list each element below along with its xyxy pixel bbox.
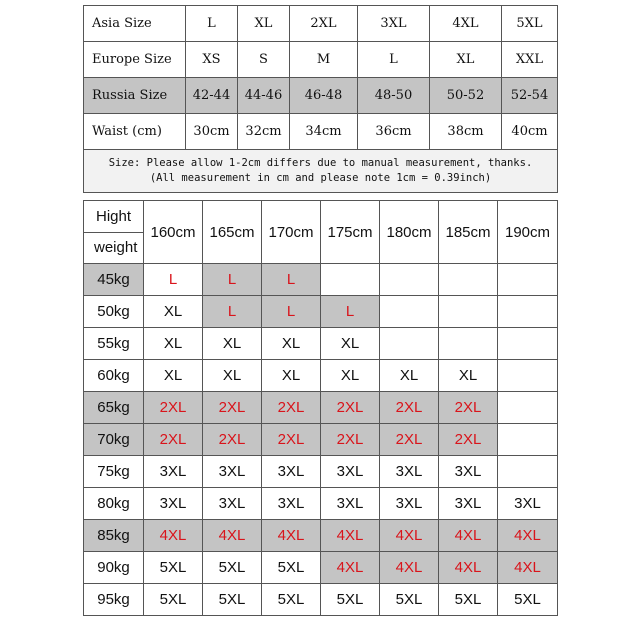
height-header: 170cm [262, 201, 321, 264]
size-recommendation-cell: 3XL [203, 488, 262, 520]
size-cell: 3XL [358, 6, 430, 42]
size-recommendation-cell: 2XL [262, 424, 321, 456]
size-row [84, 114, 558, 150]
weight-label: 70kg [84, 424, 144, 456]
size-recommendation-cell [439, 264, 498, 296]
height-header-row [84, 201, 558, 264]
size-recommendation-cell: 2XL [203, 392, 262, 424]
weight-row [84, 392, 558, 424]
weight-axis-label: weight [94, 239, 138, 256]
size-recommendation-cell: 3XL [498, 488, 558, 520]
size-recommendation-cell [498, 424, 558, 456]
size-recommendation-cell: 3XL [262, 456, 321, 488]
weight-label: 50kg [84, 296, 144, 328]
weight-label: 55kg [84, 328, 144, 360]
size-recommendation-cell [498, 392, 558, 424]
weight-row [84, 584, 558, 616]
size-recommendation-cell: 4XL [439, 552, 498, 584]
weight-row [84, 264, 558, 296]
size-recommendation-cell: 3XL [380, 456, 439, 488]
corner-cell [84, 201, 144, 264]
size-cell: L [186, 6, 238, 42]
weight-label: 75kg [84, 456, 144, 488]
size-recommendation-cell: L [203, 296, 262, 328]
size-row-label: Waist (cm) [84, 114, 186, 150]
size-recommendation-cell: 2XL [144, 392, 203, 424]
size-cell: 48-50 [358, 78, 430, 114]
size-cell: 44-46 [238, 78, 290, 114]
size-recommendation-cell: 4XL [498, 520, 558, 552]
size-recommendation-cell: 3XL [321, 488, 380, 520]
size-cell: 30cm [186, 114, 238, 150]
size-recommendation-cell: L [321, 296, 380, 328]
size-recommendation-cell: 4XL [262, 520, 321, 552]
size-recommendation-cell: XL [321, 360, 380, 392]
size-cell: 52-54 [502, 78, 558, 114]
note-line: (All measurement in cm and please note 1cm = 0.39inch) [149, 172, 492, 184]
size-recommendation-cell: XL [262, 360, 321, 392]
size-row-label: Europe Size [84, 42, 186, 78]
size-recommendation-cell: 5XL [439, 584, 498, 616]
height-header: 175cm [321, 201, 380, 264]
size-cell: 32cm [238, 114, 290, 150]
size-cell: 50-52 [430, 78, 502, 114]
size-recommendation-cell: 3XL [439, 456, 498, 488]
height-header: 190cm [498, 201, 558, 264]
size-recommendation-cell: XL [144, 328, 203, 360]
size-recommendation-cell: XL [262, 328, 321, 360]
height-axis-label: Hight [84, 201, 143, 233]
weight-row [84, 328, 558, 360]
size-row [84, 6, 558, 42]
size-recommendation-cell: XL [203, 360, 262, 392]
height-weight-fit-table [83, 200, 558, 616]
size-recommendation-cell: 3XL [321, 456, 380, 488]
size-recommendation-cell: XL [144, 360, 203, 392]
size-recommendation-cell: L [262, 264, 321, 296]
size-recommendation-cell: L [262, 296, 321, 328]
size-recommendation-cell: 2XL [439, 424, 498, 456]
size-recommendation-cell: 4XL [439, 520, 498, 552]
weight-row [84, 360, 558, 392]
size-recommendation-cell: 4XL [380, 520, 439, 552]
size-cell: M [290, 42, 358, 78]
size-recommendation-cell: 5XL [262, 552, 321, 584]
size-recommendation-cell [321, 264, 380, 296]
size-recommendation-cell: 5XL [144, 552, 203, 584]
size-recommendation-cell: 3XL [203, 456, 262, 488]
size-recommendation-cell: 2XL [144, 424, 203, 456]
size-recommendation-cell [380, 264, 439, 296]
size-recommendation-cell: 3XL [439, 488, 498, 520]
size-recommendation-cell: 2XL [203, 424, 262, 456]
size-recommendation-cell [498, 264, 558, 296]
size-recommendation-cell: XL [144, 296, 203, 328]
height-header: 185cm [439, 201, 498, 264]
size-recommendation-cell: 5XL [498, 584, 558, 616]
size-recommendation-cell: 2XL [439, 392, 498, 424]
size-row [84, 42, 558, 78]
size-recommendation-cell: 5XL [321, 584, 380, 616]
size-recommendation-cell: 4XL [144, 520, 203, 552]
size-recommendation-cell: XL [321, 328, 380, 360]
size-recommendation-cell: 5XL [203, 552, 262, 584]
size-cell: 38cm [430, 114, 502, 150]
size-recommendation-cell: 3XL [144, 456, 203, 488]
height-header: 165cm [203, 201, 262, 264]
weight-row [84, 488, 558, 520]
note-line: Size: Please allow 1-2cm differs due to manual measurement, thanks. [108, 157, 533, 169]
size-recommendation-cell: L [144, 264, 203, 296]
size-recommendation-cell: 5XL [203, 584, 262, 616]
weight-label: 85kg [84, 520, 144, 552]
size-cell: 5XL [502, 6, 558, 42]
size-row-label: Asia Size [84, 6, 186, 42]
size-recommendation-cell [498, 296, 558, 328]
size-cell: S [238, 42, 290, 78]
size-recommendation-cell: XL [439, 360, 498, 392]
size-cell: 2XL [290, 6, 358, 42]
weight-label: 90kg [84, 552, 144, 584]
measurement-note [84, 150, 558, 193]
size-recommendation-cell: 2XL [262, 392, 321, 424]
size-recommendation-cell: 4XL [203, 520, 262, 552]
size-recommendation-cell: XL [380, 360, 439, 392]
size-recommendation-cell: 2XL [321, 392, 380, 424]
size-recommendation-cell: 4XL [498, 552, 558, 584]
size-recommendation-cell: 2XL [321, 424, 380, 456]
size-recommendation-cell [498, 360, 558, 392]
size-recommendation-cell: 4XL [321, 552, 380, 584]
size-cell: XXL [502, 42, 558, 78]
size-cell: XL [238, 6, 290, 42]
size-recommendation-cell: 3XL [380, 488, 439, 520]
size-recommendation-cell: 4XL [380, 552, 439, 584]
size-cell: 40cm [502, 114, 558, 150]
weight-row [84, 296, 558, 328]
size-row-label: Russia Size [84, 78, 186, 114]
size-cell: XS [186, 42, 238, 78]
size-recommendation-cell: 2XL [380, 392, 439, 424]
size-recommendation-cell [498, 456, 558, 488]
size-cell: 36cm [358, 114, 430, 150]
size-recommendation-cell: 5XL [144, 584, 203, 616]
size-recommendation-cell [439, 328, 498, 360]
size-recommendation-cell: 5XL [380, 584, 439, 616]
weight-label: 60kg [84, 360, 144, 392]
size-row [84, 78, 558, 114]
height-header: 160cm [144, 201, 203, 264]
weight-row [84, 552, 558, 584]
weight-label: 65kg [84, 392, 144, 424]
size-recommendation-cell [498, 328, 558, 360]
size-cell: 42-44 [186, 78, 238, 114]
size-recommendation-cell [380, 328, 439, 360]
size-cell: L [358, 42, 430, 78]
weight-row [84, 456, 558, 488]
weight-label: 95kg [84, 584, 144, 616]
size-recommendation-cell: 2XL [380, 424, 439, 456]
size-recommendation-cell [380, 296, 439, 328]
size-cell: 34cm [290, 114, 358, 150]
size-recommendation-cell: 4XL [321, 520, 380, 552]
size-recommendation-cell: 5XL [262, 584, 321, 616]
size-recommendation-cell: XL [203, 328, 262, 360]
size-recommendation-cell: L [203, 264, 262, 296]
size-cell: XL [430, 42, 502, 78]
size-recommendation-cell [439, 296, 498, 328]
weight-label: 80kg [84, 488, 144, 520]
size-recommendation-cell: 3XL [262, 488, 321, 520]
size-conversion-table [83, 5, 558, 193]
weight-row [84, 424, 558, 456]
height-header: 180cm [380, 201, 439, 264]
size-cell: 46-48 [290, 78, 358, 114]
size-recommendation-cell: 3XL [144, 488, 203, 520]
weight-label: 45kg [84, 264, 144, 296]
size-cell: 4XL [430, 6, 502, 42]
weight-row [84, 520, 558, 552]
